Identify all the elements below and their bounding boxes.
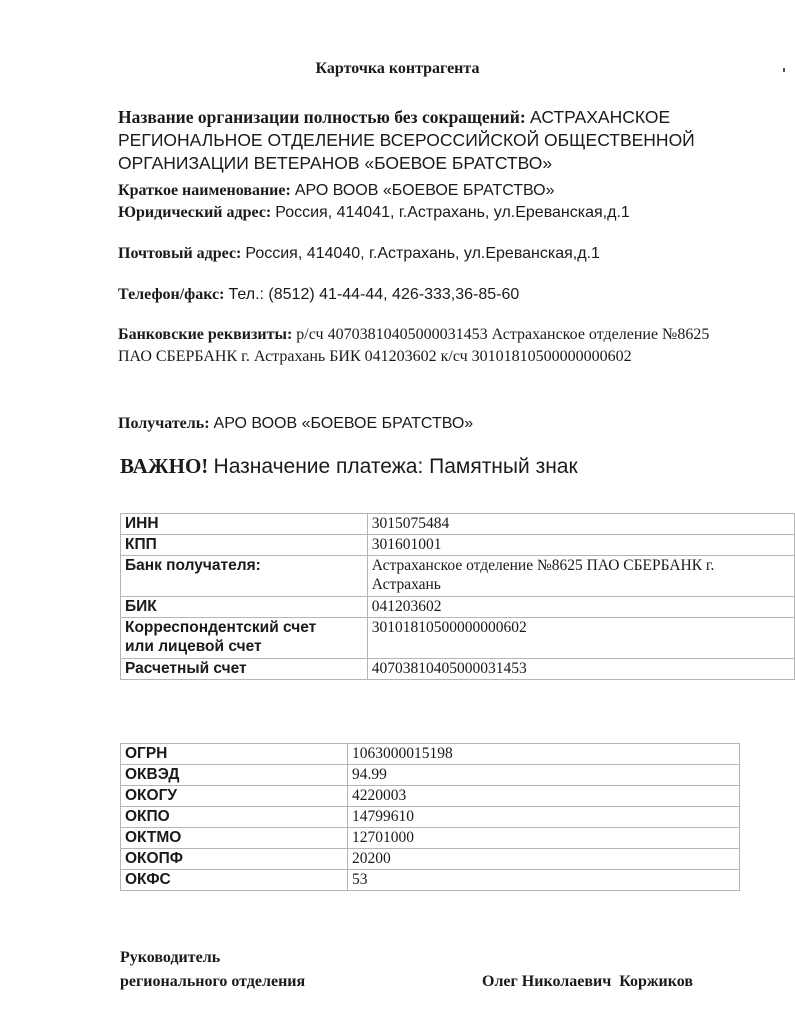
table-row xyxy=(121,849,740,870)
row-key: ОКОГУ xyxy=(121,786,348,807)
row-key: Расчетный счет xyxy=(121,659,368,680)
table-row xyxy=(121,556,795,597)
table-row xyxy=(121,765,740,786)
row-key: Корреспондентский счет или лицевой счет xyxy=(121,618,368,659)
table-row xyxy=(121,618,795,659)
legal-address-value: Россия, 414041, г.Астрахань, ул.Ереванская,д.1 xyxy=(275,204,630,221)
table-row xyxy=(121,744,740,765)
row-value: 94.99 xyxy=(348,765,740,786)
row-key: КПП xyxy=(121,535,368,556)
important-note xyxy=(120,452,578,481)
signatory-position-line1: Руководитель xyxy=(120,949,221,966)
row-value: 12701000 xyxy=(348,828,740,849)
recipient-field xyxy=(118,413,758,435)
row-key: Банк получателя: xyxy=(121,556,368,597)
signatory-position xyxy=(120,946,305,994)
table-row xyxy=(121,535,795,556)
row-value: 041203602 xyxy=(367,597,794,618)
statistics-codes-table xyxy=(120,743,740,891)
recipient-label: Получатель: xyxy=(118,415,210,432)
row-value: 1063000015198 xyxy=(348,744,740,765)
phone-label: Телефон/факс: xyxy=(118,286,225,303)
bank-details-value: р/сч 40703810405000031453 Астраханское отделение №8625 ПАО СБЕРБАНК г. Астрахань БИК 041203602 к/сч 30101810500000000602 xyxy=(118,326,710,365)
document-title: Карточка контрагента xyxy=(315,60,480,77)
row-value: 53 xyxy=(348,870,740,891)
table-row xyxy=(121,807,740,828)
row-key: ОКОПФ xyxy=(121,849,348,870)
org-full-name-field xyxy=(118,106,758,175)
row-value: 20200 xyxy=(348,849,740,870)
recipient-value: АРО ВООВ «БОЕВОЕ БРАТСТВО» xyxy=(213,415,474,432)
row-value: 4220003 xyxy=(348,786,740,807)
org-full-name-label: Название организации полностью без сокращений: xyxy=(118,107,526,127)
org-short-name-value: АРО ВООВ «БОЕВОЕ БРАТСТВО» xyxy=(294,182,555,199)
row-key: ОКФС xyxy=(121,870,348,891)
row-value: 3015075484 xyxy=(367,514,794,535)
org-full-name-value: АСТРАХАНСКОЕ РЕГИОНАЛЬНОЕ ОТДЕЛЕНИЕ ВСЕРОССИЙСКОЙ ОБЩЕСТВЕННОЙ ОРГАНИЗАЦИИ ВЕТЕРАНОВ «БОЕВОЕ БРАТСТВО» xyxy=(118,107,695,173)
table-row xyxy=(121,870,740,891)
important-label: ВАЖНО! xyxy=(120,454,209,478)
row-value: 301601001 xyxy=(367,535,794,556)
postal-address-field xyxy=(118,243,758,265)
bank-requisites-table xyxy=(120,513,795,680)
postal-address-value: Россия, 414040, г.Астрахань, ул.Ереванская,д.1 xyxy=(245,245,600,262)
table-row xyxy=(121,514,795,535)
bank-details-field xyxy=(118,324,718,368)
row-key: ИНН xyxy=(121,514,368,535)
row-value: 14799610 xyxy=(348,807,740,828)
row-value: 40703810405000031453 xyxy=(367,659,794,680)
postal-address-label: Почтовый адрес: xyxy=(118,245,242,262)
row-key: БИК xyxy=(121,597,368,618)
scan-mark xyxy=(783,68,785,72)
legal-address-field xyxy=(118,202,758,224)
row-value: Астраханское отделение №8625 ПАО СБЕРБАНК г. Астрахань xyxy=(367,556,794,597)
table-row xyxy=(121,659,795,680)
bank-details-label: Банковские реквизиты: xyxy=(118,326,293,343)
org-short-name-field xyxy=(118,180,758,202)
row-key: ОКПО xyxy=(121,807,348,828)
table-row xyxy=(121,786,740,807)
signatory-position-line2: регионального отделения xyxy=(120,973,306,990)
row-key: ОКВЭД xyxy=(121,765,348,786)
table-row xyxy=(121,828,740,849)
legal-address-label: Юридический адрес: xyxy=(118,204,272,221)
row-value: 30101810500000000602 xyxy=(367,618,794,659)
org-short-name-label: Краткое наименование: xyxy=(118,182,291,199)
signatory-name: Олег Николаевич Коржиков xyxy=(482,973,693,990)
row-key: ОГРН xyxy=(121,744,348,765)
payment-purpose: Назначение платежа: Памятный знак xyxy=(213,455,578,478)
table-row xyxy=(121,597,795,618)
phone-field xyxy=(118,284,758,306)
row-key: ОКТМО xyxy=(121,828,348,849)
phone-value: Тел.: (8512) 41-44-44, 426-333,36-85-60 xyxy=(228,286,520,303)
